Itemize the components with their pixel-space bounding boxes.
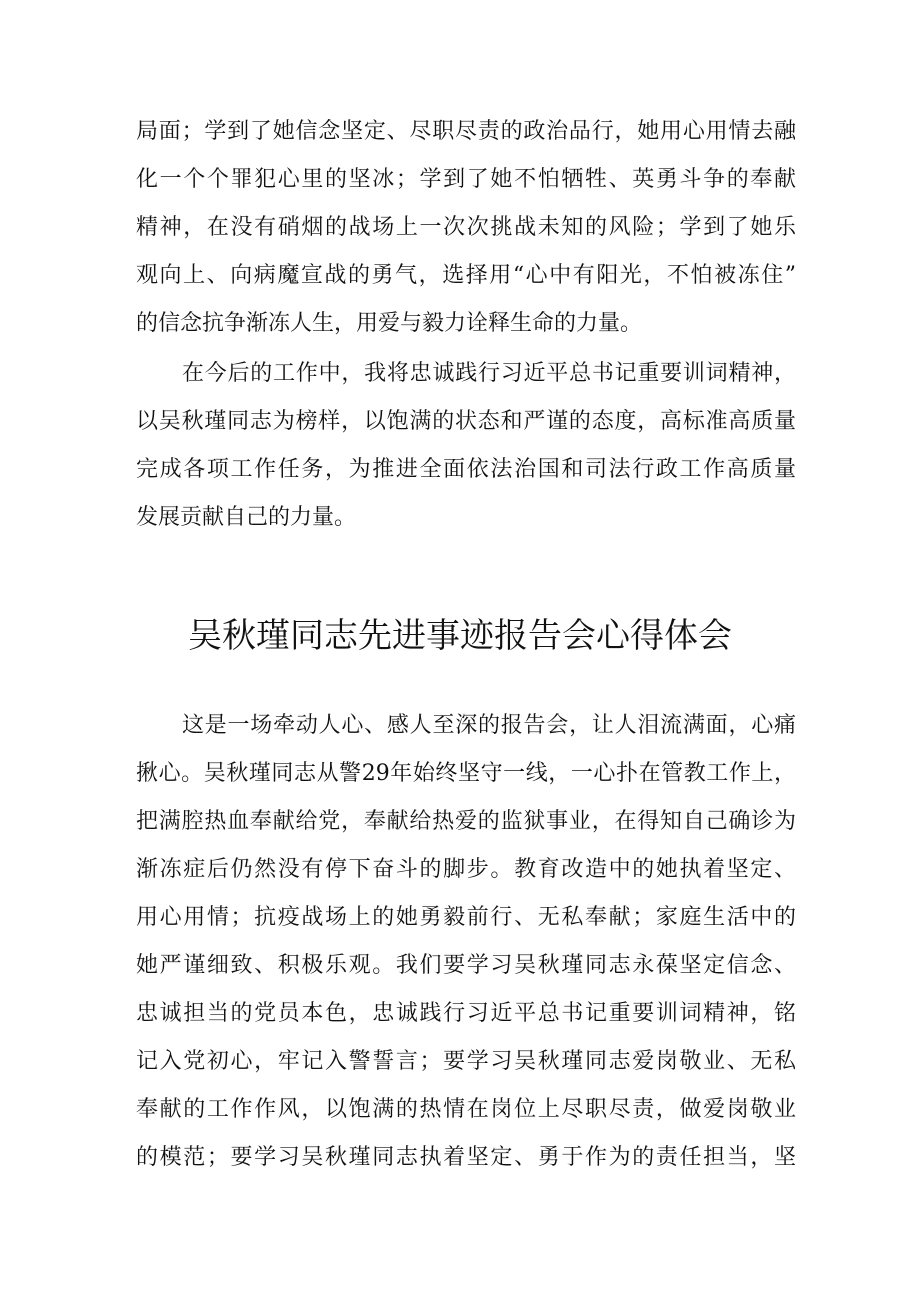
text-line: 的模范；要学习吴秋瑾同志执着坚定、勇于作为的责任担当，坚	[136, 1145, 796, 1170]
text-line: 在今后的工作中，我将忠诚践行习近平总书记重要训词精神，	[182, 361, 796, 386]
text-line: 她严谨细致、积极乐观。我们要学习吴秋瑾同志永葆坚定信念、	[136, 953, 796, 978]
text-line: 把满腔热血奉献给党，奉献给热爱的监狱事业，在得知自己确诊为	[136, 809, 796, 834]
paragraph-3	[136, 702, 796, 1182]
text-line: 局面；学到了她信念坚定、尽职尽责的政治品行，她用心用情去融	[136, 119, 796, 144]
text-line: 揪心。吴秋瑾同志从警29年始终坚守一线，一心扑在管教工作上，	[136, 761, 796, 786]
text-line: 的信念抗争渐冻人生，用爱与毅力诠释生命的力量。	[136, 311, 643, 336]
text-line: 这是一场牵动人心、感人至深的报告会，让人泪流满面，心痛	[182, 713, 796, 738]
paragraph-1	[136, 108, 796, 348]
text-line: 奉献的工作作风，以饱满的热情在岗位上尽职尽责，做爱岗敬业	[136, 1097, 796, 1122]
text-line: 观向上、向病魔宣战的勇气，选择用“心中有阳光，不怕被冻住”	[136, 263, 796, 288]
text-line: 用心用情；抗疫战场上的她勇毅前行、无私奉献；家庭生活中的	[136, 905, 796, 930]
text-line: 记入党初心，牢记入警誓言；要学习吴秋瑾同志爱岗敬业、无私	[136, 1049, 796, 1074]
text-line: 以吴秋瑾同志为榜样，以饱满的状态和严谨的态度，高标准高质量	[136, 409, 796, 434]
text-line: 发展贡献自己的力量。	[136, 505, 357, 530]
text-line: 完成各项工作任务，为推进全面依法治国和司法行政工作高质量	[136, 457, 796, 482]
paragraph-2	[136, 350, 796, 542]
text-line: 化一个个罪犯心里的坚冰；学到了她不怕牺牲、英勇斗争的奉献	[136, 167, 796, 192]
document-title: 吴秋瑾同志先进事迹报告会心得体会	[188, 616, 732, 656]
text-line: 忠诚担当的党员本色，忠诚践行习近平总书记重要训词精神，铭	[136, 1001, 796, 1026]
text-line: 精神，在没有硝烟的战场上一次次挑战未知的风险；学到了她乐	[136, 215, 796, 240]
text-line: 渐冻症后仍然没有停下奋斗的脚步。教育改造中的她执着坚定、	[136, 857, 796, 882]
